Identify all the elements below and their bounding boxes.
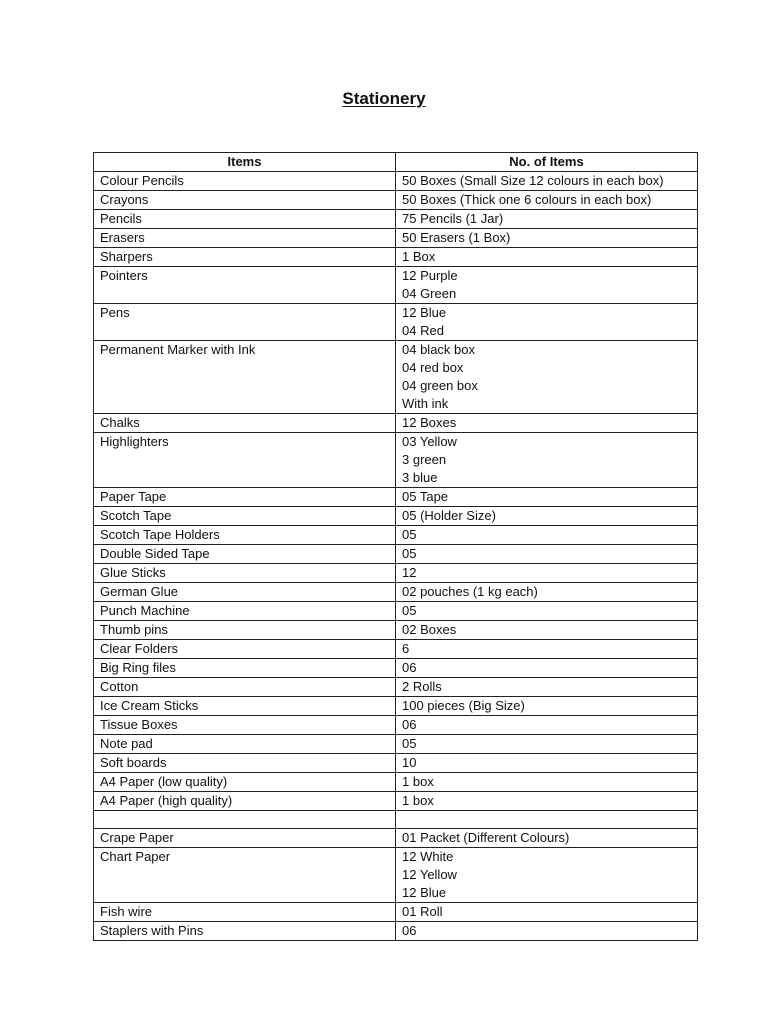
quantity-line: 05 (Holder Size)	[402, 508, 496, 523]
item-quantity-cell	[396, 229, 698, 248]
item-quantity-cell	[396, 507, 698, 526]
quantity-line: 12 Purple	[402, 268, 458, 283]
quantity-line: 04 black box	[402, 342, 475, 357]
quantity-line: 12 Blue	[402, 305, 447, 320]
quantity-line: 04 Red	[402, 323, 444, 338]
item-quantity-cell	[396, 172, 698, 191]
item-quantity-cell	[396, 792, 698, 811]
item-name-cell: Pens	[94, 304, 396, 341]
quantity-line: 50 Boxes (Small Size 12 colours in each box)	[402, 173, 664, 188]
table-row	[94, 640, 698, 659]
table-row	[94, 697, 698, 716]
item-name-cell: Fish wire	[94, 903, 396, 922]
item-name-cell: Big Ring files	[94, 659, 396, 678]
quantity-line: 10	[402, 755, 417, 770]
item-quantity-cell	[396, 903, 698, 922]
quantity-line: 100 pieces (Big Size)	[402, 698, 525, 713]
item-quantity-cell	[396, 602, 698, 621]
item-quantity-cell	[396, 735, 698, 754]
item-quantity-cell	[396, 754, 698, 773]
item-quantity-cell	[396, 545, 698, 564]
quantity-line: 04 red box	[402, 360, 464, 375]
quantity-line: 3 blue	[402, 470, 438, 485]
table-row	[94, 716, 698, 735]
item-name-cell: Ice Cream Sticks	[94, 697, 396, 716]
item-quantity-cell	[396, 433, 698, 488]
table-row	[94, 507, 698, 526]
item-name-cell: Highlighters	[94, 433, 396, 488]
item-name-cell: A4 Paper (high quality)	[94, 792, 396, 811]
quantity-line: 05	[402, 546, 417, 561]
item-name-cell: Chart Paper	[94, 848, 396, 903]
quantity-line: 50 Erasers (1 Box)	[402, 230, 511, 245]
item-quantity-cell	[396, 922, 698, 941]
item-quantity-cell	[396, 488, 698, 507]
quantity-line: 02 pouches (1 kg each)	[402, 584, 538, 599]
table-row	[94, 811, 698, 829]
item-quantity-cell	[396, 773, 698, 792]
quantity-line: 06	[402, 717, 417, 732]
quantity-line: 05	[402, 527, 417, 542]
item-quantity-cell	[396, 716, 698, 735]
item-name-cell: A4 Paper (low quality)	[94, 773, 396, 792]
item-name-cell: Note pad	[94, 735, 396, 754]
quantity-line: 12 Boxes	[402, 415, 457, 430]
table-row	[94, 545, 698, 564]
item-name-cell: Scotch Tape	[94, 507, 396, 526]
quantity-line: 05	[402, 736, 417, 751]
item-quantity-cell	[396, 267, 698, 304]
item-name-cell: German Glue	[94, 583, 396, 602]
item-quantity-cell	[396, 678, 698, 697]
quantity-line: 03 Yellow	[402, 434, 457, 449]
table-body	[94, 172, 698, 941]
table-row	[94, 602, 698, 621]
quantity-line: 2 Rolls	[402, 679, 442, 694]
item-name-cell: Pointers	[94, 267, 396, 304]
item-name-cell: Sharpers	[94, 248, 396, 267]
table-row	[94, 903, 698, 922]
table-row	[94, 754, 698, 773]
column-header-no-of-items: No. of Items	[396, 153, 698, 172]
item-quantity-cell	[396, 304, 698, 341]
item-quantity-cell	[396, 697, 698, 716]
item-quantity-cell	[396, 640, 698, 659]
table-row	[94, 433, 698, 488]
quantity-line: 75 Pencils (1 Jar)	[402, 211, 504, 226]
item-name-cell: Glue Sticks	[94, 564, 396, 583]
table-row	[94, 341, 698, 414]
item-name-cell: Crape Paper	[94, 829, 396, 848]
item-name-cell: Thumb pins	[94, 621, 396, 640]
table-row	[94, 304, 698, 341]
quantity-line: 1 box	[402, 774, 434, 789]
table-row	[94, 172, 698, 191]
item-name-cell: Scotch Tape Holders	[94, 526, 396, 545]
item-quantity-cell	[396, 248, 698, 267]
item-quantity-cell	[396, 191, 698, 210]
quantity-line: 02 Boxes	[402, 622, 457, 637]
quantity-line: 01 Packet (Different Colours)	[402, 830, 570, 845]
item-name-cell	[94, 811, 396, 829]
item-name-cell: Paper Tape	[94, 488, 396, 507]
item-quantity-cell	[396, 621, 698, 640]
quantity-line: 06	[402, 660, 417, 675]
table-row	[94, 848, 698, 903]
table-row	[94, 191, 698, 210]
table-row	[94, 414, 698, 433]
item-quantity-cell	[396, 564, 698, 583]
item-name-cell: Clear Folders	[94, 640, 396, 659]
table-row	[94, 922, 698, 941]
table-row	[94, 229, 698, 248]
table-row	[94, 564, 698, 583]
item-quantity-cell	[396, 811, 698, 829]
table-row	[94, 773, 698, 792]
item-quantity-cell	[396, 848, 698, 903]
table-row	[94, 678, 698, 697]
quantity-line: 50 Boxes (Thick one 6 colours in each box)	[402, 192, 652, 207]
quantity-line: With ink	[402, 396, 449, 411]
item-name-cell: Colour Pencils	[94, 172, 396, 191]
quantity-line: 04 green box	[402, 378, 478, 393]
table-row	[94, 792, 698, 811]
item-name-cell: Cotton	[94, 678, 396, 697]
item-quantity-cell	[396, 583, 698, 602]
quantity-line: 01 Roll	[402, 904, 443, 919]
quantity-line: 06	[402, 923, 417, 938]
quantity-line: 12 Yellow	[402, 867, 457, 882]
table-row	[94, 267, 698, 304]
item-quantity-cell	[396, 659, 698, 678]
stationery-table	[93, 152, 698, 941]
quantity-line: 05 Tape	[402, 489, 449, 504]
quantity-line: 1 box	[402, 793, 434, 808]
item-quantity-cell	[396, 414, 698, 433]
item-quantity-cell	[396, 341, 698, 414]
item-name-cell: Double Sided Tape	[94, 545, 396, 564]
item-name-cell: Soft boards	[94, 754, 396, 773]
item-name-cell: Pencils	[94, 210, 396, 229]
table-row	[94, 621, 698, 640]
table-row	[94, 735, 698, 754]
quantity-line: 6	[402, 641, 410, 656]
table-row	[94, 526, 698, 545]
table-row	[94, 248, 698, 267]
quantity-line: 05	[402, 603, 417, 618]
table-row	[94, 659, 698, 678]
quantity-line: 04 Green	[402, 286, 457, 301]
item-name-cell: Erasers	[94, 229, 396, 248]
item-quantity-cell	[396, 829, 698, 848]
table-row	[94, 210, 698, 229]
item-name-cell: Chalks	[94, 414, 396, 433]
item-name-cell: Tissue Boxes	[94, 716, 396, 735]
quantity-line: 12 White	[402, 849, 454, 864]
quantity-line: 3 green	[402, 452, 447, 467]
item-name-cell: Punch Machine	[94, 602, 396, 621]
table-row	[94, 488, 698, 507]
column-header-items: Items	[94, 153, 396, 172]
table-row	[94, 583, 698, 602]
item-quantity-cell	[396, 526, 698, 545]
item-name-cell: Staplers with Pins	[94, 922, 396, 941]
table-row	[94, 829, 698, 848]
item-quantity-cell	[396, 210, 698, 229]
page-title: Stationery	[342, 89, 426, 108]
quantity-line: 12	[402, 565, 417, 580]
item-name-cell: Permanent Marker with Ink	[94, 341, 396, 414]
quantity-line: 1 Box	[402, 249, 436, 264]
item-name-cell: Crayons	[94, 191, 396, 210]
table-header-row	[94, 153, 698, 172]
quantity-line: 12 Blue	[402, 885, 447, 900]
